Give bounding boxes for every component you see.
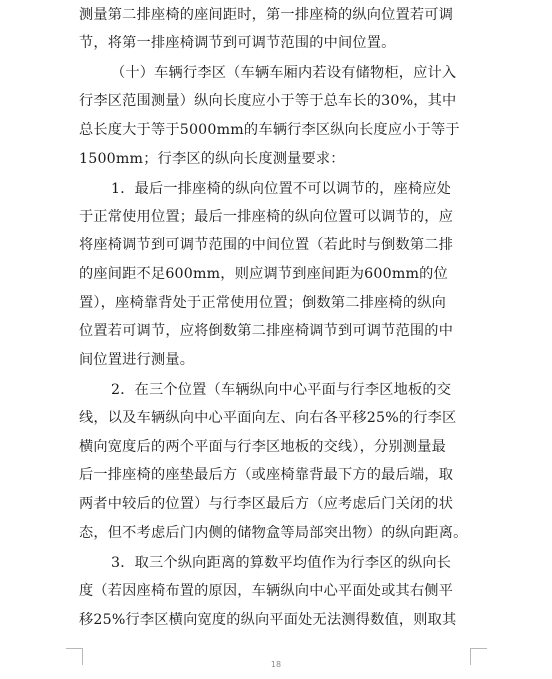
body-line: 间位置进行测量。 (79, 352, 195, 368)
body-line: 节，将第一排座椅调节到可调节范围的中间位置。 (79, 35, 396, 51)
page-number: 18 (270, 660, 282, 669)
body-line: 置），座椅靠背处于正常使用位置；倒数第二排座椅的纵向 (79, 295, 446, 311)
body-line: 的座间距不足600mm，则应调节到座间距为600mm的位 (79, 266, 448, 282)
body-line: 于正常使用位置；最后一排座椅的纵向位置可以调节的，应 (79, 209, 454, 225)
body-line: 位置若可调节，应将倒数第二排座椅调节到可调节范围的中 (79, 323, 454, 339)
body-line: 测量第二排座椅的座间距时，第一排座椅的纵向位置若可调 (79, 7, 454, 23)
body-line: 将座椅调节到可调节范围的中间位置（若此时与倒数第二排 (79, 237, 454, 253)
body-line: 行李区范围测量）纵向长度应小于等于总车长的30%，其中 (79, 93, 457, 109)
list-item-line: 3．取三个纵向距离的算数平均值作为行李区的纵向长 (111, 555, 452, 571)
section-heading-line: （十）车辆行李区（车辆车厢内若设有储物柜，应计入 (111, 65, 457, 81)
list-item-line: 1．最后一排座椅的纵向位置不可以调节的，座椅应处 (111, 181, 452, 197)
list-item-line: 2．在三个位置（车辆纵向中心平面与行李区地板的交 (111, 382, 452, 398)
body-line: 横向宽度后的两个平面与行李区地板的交线），分别测量最 (79, 439, 446, 455)
body-line: 两者中较后的位置）与行李区最后方（应考虑后门关闭的状 (79, 496, 454, 512)
body-line: 后一排座椅的座垫最后方（或座椅靠背最下方的最后端，取 (79, 467, 454, 483)
body-line: 态，但不考虑后门内侧的储物盒等局部突出物）的纵向距离。 (79, 525, 468, 541)
body-line: 总长度大于等于5000mm的车辆行李区纵向长度应小于等于 (79, 122, 460, 138)
body-line: 1500mm；行李区的纵向长度测量要求： (79, 151, 345, 167)
body-line: 线，以及车辆纵向中心平面向左、向右各平移25%的行李区 (79, 410, 457, 426)
body-line: 移25%行李区横向宽度的纵向平面处无法测得数值，则取其 (79, 612, 457, 628)
body-line: 度（若因座椅布置的原因，车辆纵向中心平面处或其右侧平 (79, 583, 454, 599)
